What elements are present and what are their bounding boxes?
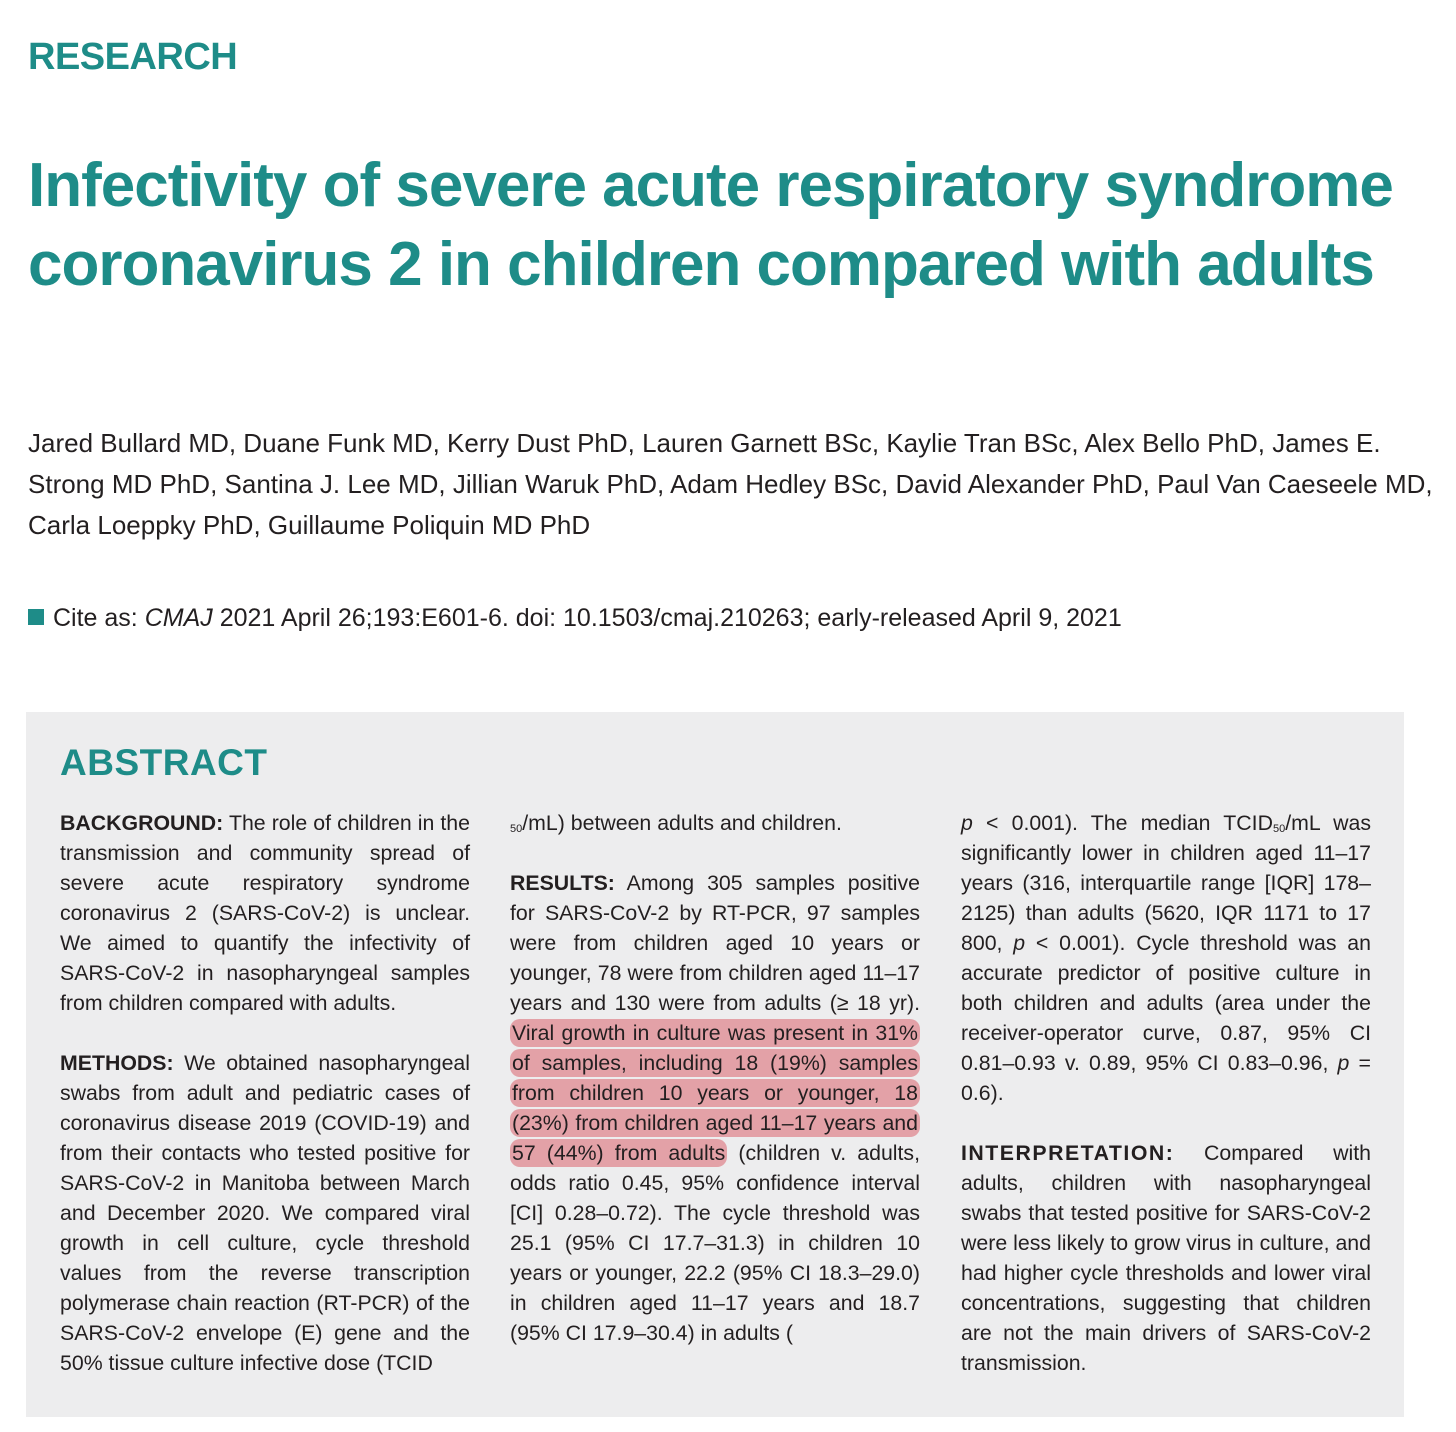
interpretation-label: INTERPRETATION:	[961, 1141, 1175, 1165]
cite-details: 2021 April 26;193:E601-6. doi: 10.1503/cmaj.210263; early-released April 9, 2021	[212, 604, 1122, 632]
results-continuation	[961, 808, 1371, 1108]
cite-prefix: Cite as:	[53, 604, 145, 632]
abstract-column-3	[961, 808, 1371, 1408]
subscript-50: 50	[510, 823, 523, 835]
results-label: RESULTS:	[510, 871, 615, 895]
abstract-column-1	[60, 808, 470, 1408]
results-text-5: < 0.001). Cycle threshold was an accurate predictor of positive culture in both children and adults (area under the receiver-operator curve, 0.87, 95% CI 0.81–0.93 v. 0.89, 95% CI 0.83–0.96,	[961, 931, 1371, 1075]
methods-text-2: /mL) between adults and children.	[522, 811, 842, 835]
background-paragraph	[60, 808, 470, 1018]
results-text-3: < 0.001). The median TCID	[972, 811, 1273, 835]
p-value-symbol-1: p	[961, 811, 973, 835]
author-list: Jared Bullard MD, Duane Funk MD, Kerry Dust PhD, Lauren Garnett BSc, Kaylie Tran BSc, Alex Bello PhD, James E. Strong MD PhD, Santina J. Lee MD, Jillian Waruk PhD, Adam Hedley BSc, David Alexander PhD, Paul Van Caeseele MD, Carla Loeppky PhD, Guillaume Poliquin MD PhD	[28, 428, 1433, 540]
results-highlight: Viral growth in culture was present in 31% of samples, including 18 (19%) samples from children 10 years or younger, 18 (23%) from children aged 11–17 years and 57 (44%) from adults	[512, 1021, 918, 1165]
citation-line	[28, 604, 1122, 633]
methods-tcid-sub	[510, 811, 522, 835]
square-bullet-icon	[28, 609, 44, 625]
p-value-symbol-3: p	[1337, 1051, 1350, 1075]
article-title: Infectivity of severe acute respiratory syndrome coronavirus 2 in children compared with adults	[28, 151, 1393, 299]
subscript-50: 50	[1272, 823, 1286, 835]
p-value-symbol-2: p	[1013, 931, 1026, 955]
results-text-6: = 0.6).	[961, 1051, 1371, 1105]
methods-paragraph	[60, 1048, 470, 1378]
background-label: BACKGROUND:	[60, 811, 224, 835]
abstract-column-2	[510, 808, 920, 1378]
results-text-4: /mL was significantly lower in children aged 11–17 years (316, interquartile range [IQR] 178–2125) than adults (5620, IQR 1171 to 17 800,	[961, 811, 1371, 955]
results-text-1: Among 305 samples positive for SARS-CoV-2 by RT-PCR, 97 samples were from children aged 10 years or younger, 78 were from children aged 11–17 years and 130 were from adults (≥ 18 yr).	[510, 871, 920, 1015]
methods-text-1: We obtained nasopharyngeal swabs from adult and pediatric cases of coronavirus disease 2019 (COVID-19) and from their contacts who tested positive for SARS-CoV-2 in Manitoba between March and December 2020. We compared viral growth in cell culture, cycle threshold values from the reverse transcription polymerase chain reaction (RT-PCR) of the SARS-CoV-2 envelope (E) gene and the 50% tissue culture infective dose (TCID	[60, 1051, 470, 1375]
background-text: The role of children in the transmission and community spread of severe acute respiratory syndrome coronavirus 2 (SARS-CoV-2) is unclear. We aimed to quantify the infectivity of SARS-CoV-2 in nasopharyngeal samples from children compared with adults.	[60, 811, 470, 1015]
methods-label: METHODS:	[60, 1051, 174, 1075]
section-label: RESEARCH	[28, 36, 238, 78]
abstract-box	[26, 712, 1404, 1417]
interpretation-text: Compared with adults, children with nasopharyngeal swabs that tested positive for SARS-CoV-2 were less likely to grow virus in culture, and had higher cycle thresholds and lower viral concentrations, suggesting that children are not the main drivers of SARS-CoV-2 transmission.	[961, 1141, 1371, 1375]
abstract-heading: ABSTRACT	[60, 742, 268, 783]
results-text-2: (children v. adults, odds ratio 0.45, 95% confidence interval [CI] 0.28–0.72). The cycle threshold was 25.1 (95% CI 17.7–31.3) in children 10 years or younger, 22.2 (95% CI 18.3–29.0) in children aged 11–17 years and 18.7 (95% CI 17.9–30.4) in adults (	[510, 1141, 920, 1345]
results-paragraph	[510, 868, 920, 1348]
interpretation-paragraph	[961, 1138, 1371, 1378]
methods-continuation	[510, 808, 920, 838]
cite-journal: CMAJ	[144, 604, 213, 632]
